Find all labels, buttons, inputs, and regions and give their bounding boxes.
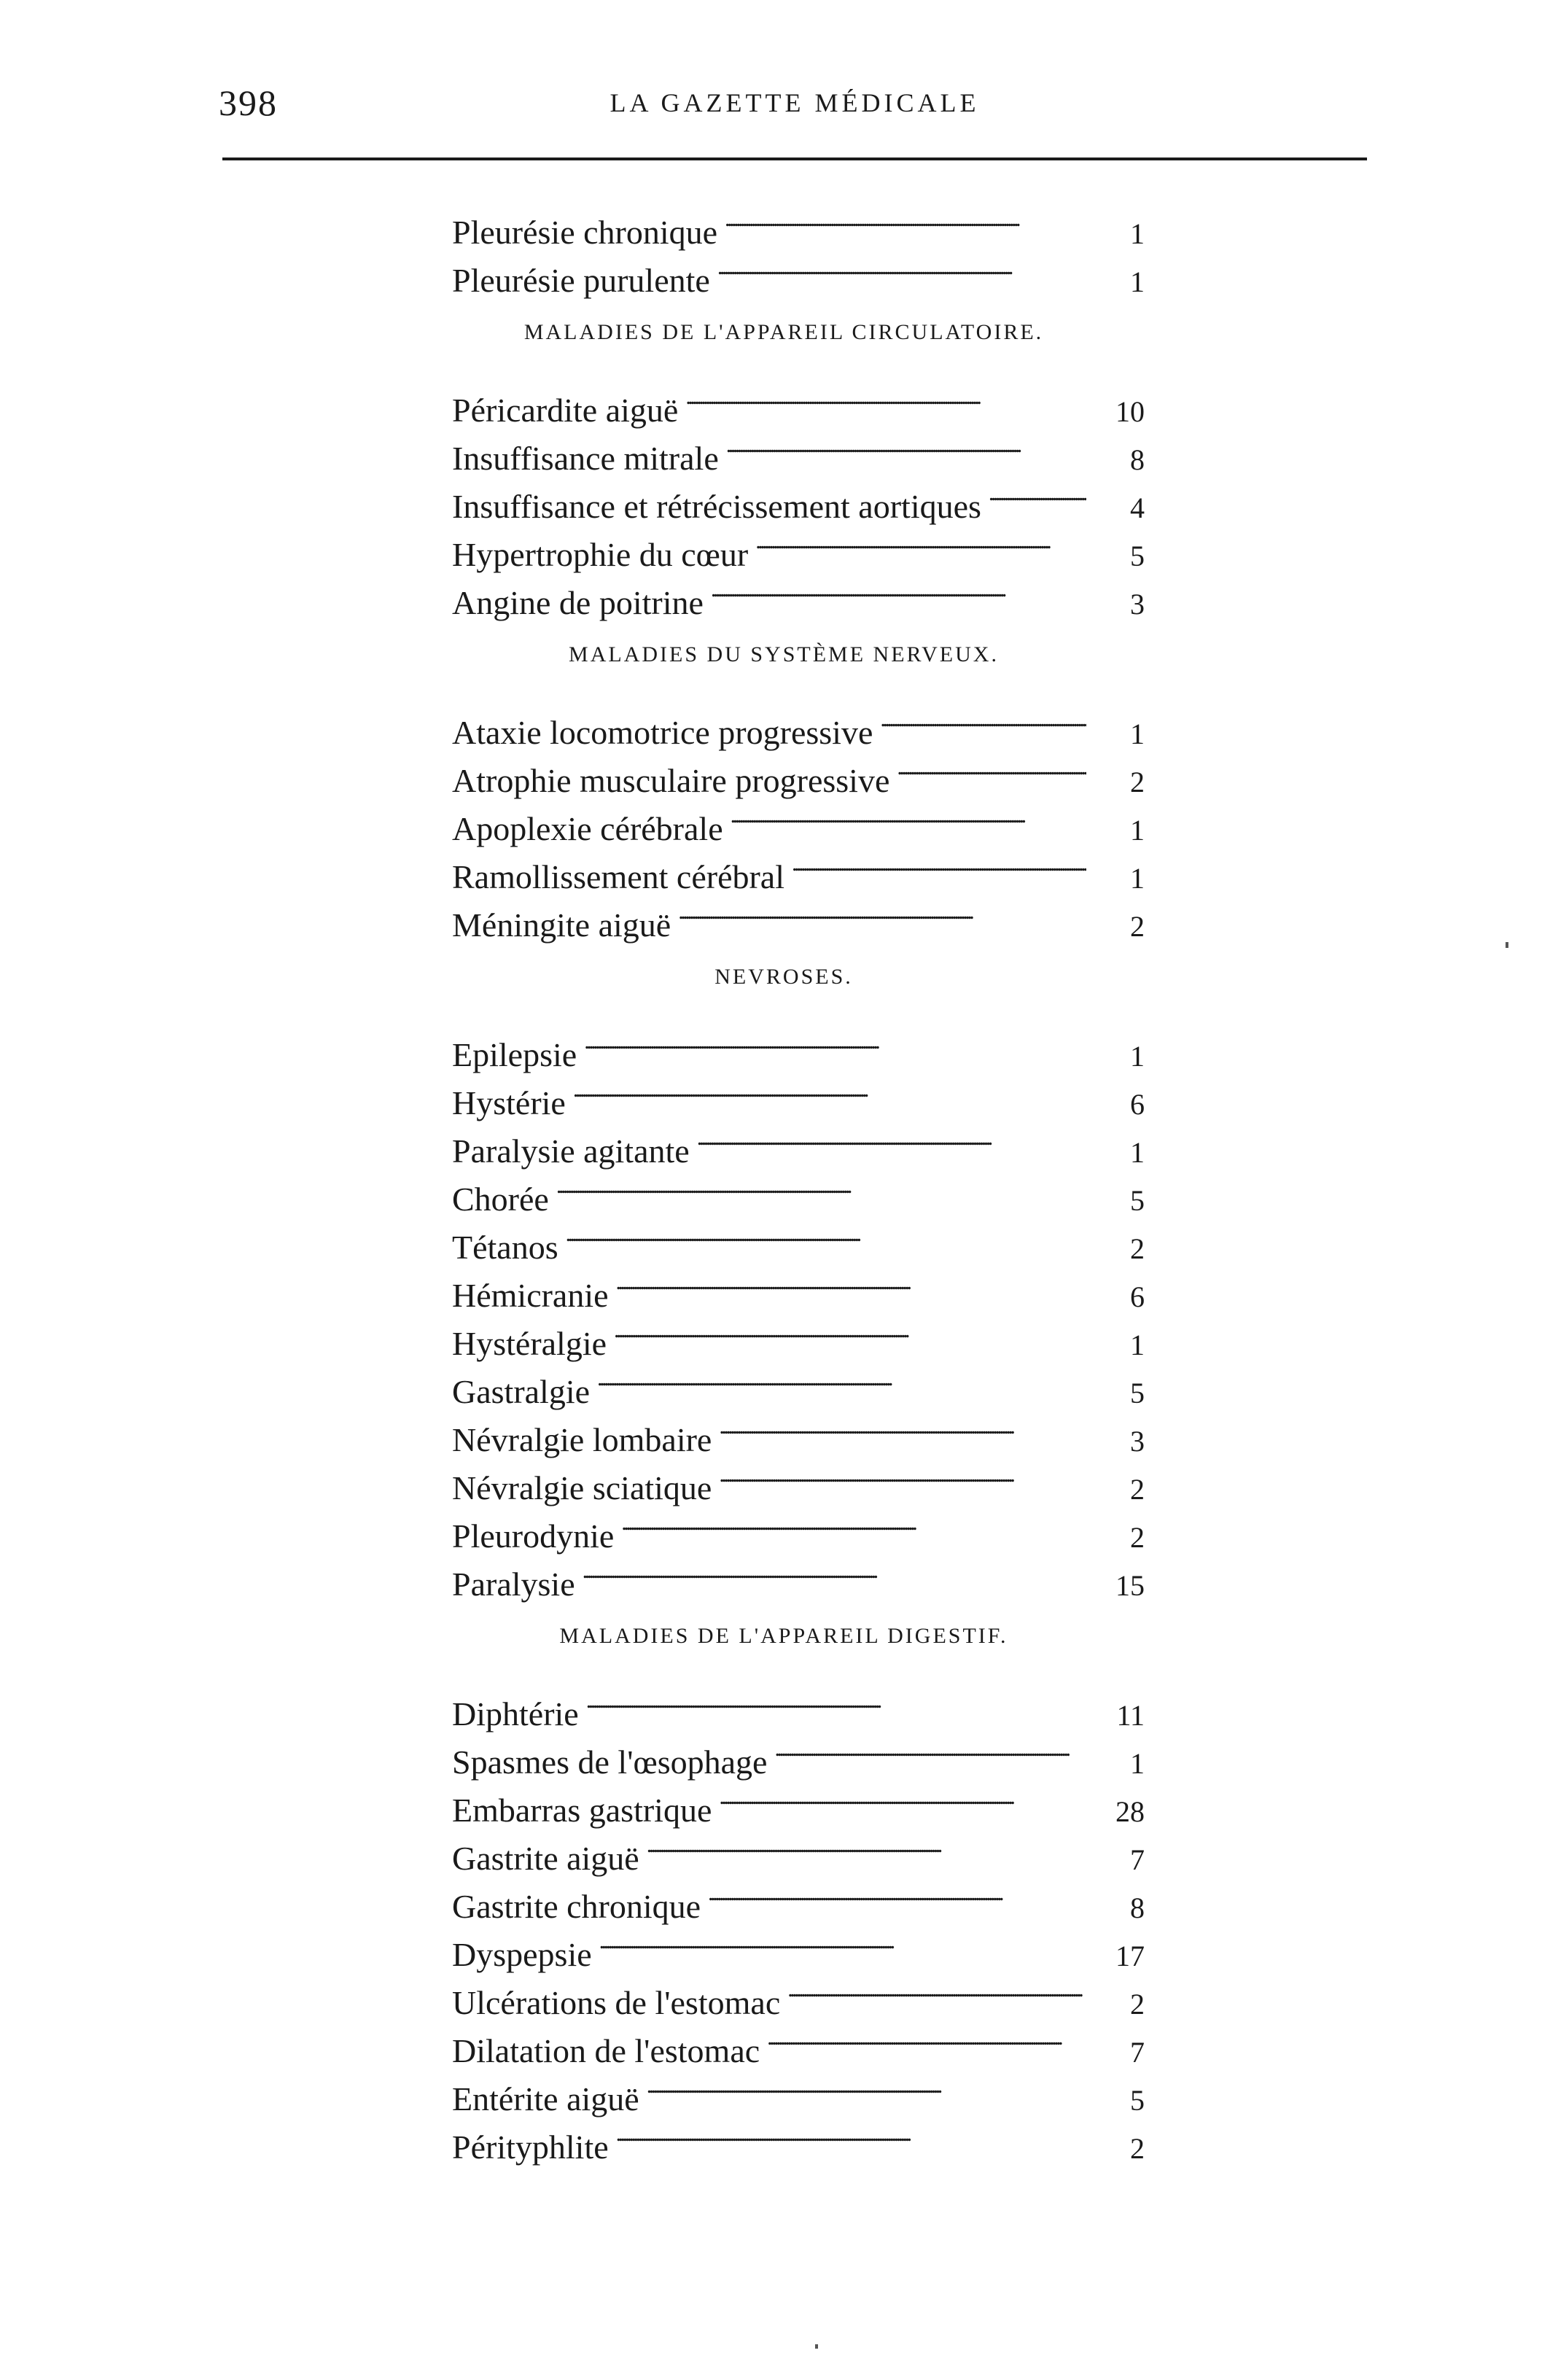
entry-count: 10 [1115,395,1145,428]
dot-leader [597,1355,1086,1403]
entry-count: 6 [1130,1088,1145,1121]
entry-label: Spasmes de l'œsophage [452,1743,768,1781]
entry-label: Méningite aiguë [452,906,671,944]
entry-count: 5 [1130,1184,1145,1217]
entry-count: 2 [1130,2132,1145,2165]
entry-label: Névralgie lombaire [452,1421,712,1458]
entry-count: 2 [1130,1988,1145,2021]
entry-count: 1 [1130,814,1145,847]
dot-leader [725,195,1086,244]
section-digestive [452,1595,1145,2166]
entry-label: Paralysie [452,1566,575,1603]
dot-leader [719,1403,1086,1451]
entry-label: Pleurésie chronique [452,214,718,251]
entry-count: 1 [1130,1329,1145,1361]
entry-count: 5 [1130,2084,1145,2117]
entry-label: Paralysie agitante [452,1132,690,1170]
dot-leader [880,696,1086,744]
entry-count: 1 [1130,1040,1145,1073]
entry-count: 8 [1130,1891,1145,1924]
entry-count: 6 [1130,1280,1145,1313]
dot-leader [989,470,1086,518]
entry-count: 2 [1130,1473,1145,1506]
dot-leader [583,1547,1086,1595]
entry-count: 3 [1130,588,1145,621]
dot-leader [897,744,1086,792]
entry-label: Apoplexie cérébrale [452,810,723,847]
dot-leader [708,1870,1086,1918]
entry-label: Gastralgie [452,1373,591,1410]
entry-label: Gastrite aiguë [452,1840,639,1877]
dot-leader [573,1066,1086,1114]
dot-leader [685,373,1086,421]
dot-leader [584,1018,1086,1066]
list-item [452,696,1145,751]
dot-leader [767,2014,1086,2062]
entry-label: Hystérie [452,1084,566,1121]
entry-count: 3 [1130,1425,1145,1458]
dot-leader [616,2110,1086,2158]
list-item [452,1162,1145,1218]
running-head [219,82,1371,140]
dot-leader [621,1499,1086,1547]
section-continuation [452,195,1145,299]
dot-leader [717,244,1086,292]
entry-count: 1 [1130,1747,1145,1780]
entry-label: Hémicranie [452,1277,609,1314]
journal-title: LA GAZETTE MÉDICALE [610,88,980,117]
dot-leader [774,1725,1086,1773]
list-item [452,373,1145,429]
section-nervous-system [452,614,1145,944]
entry-count: 2 [1130,910,1145,943]
entry-count: 15 [1115,1569,1145,1602]
header-rule [222,158,1367,160]
entry-label: Entérite aiguë [452,2080,639,2118]
entry-count: 17 [1115,1940,1145,1972]
entry-count: 2 [1130,1232,1145,1265]
dot-leader [792,840,1086,888]
entry-count: 8 [1130,443,1145,476]
dot-leader [599,1918,1086,1966]
dot-leader [787,1966,1086,2014]
entry-label: Hypertrophie du cœur [452,536,749,573]
entry-label: Hystéralgie [452,1325,607,1362]
dot-leader [647,1821,1086,1870]
entry-label: Angine de poitrine [452,584,704,621]
dot-leader [556,1162,1086,1210]
dot-leader [719,1773,1086,1821]
dot-leader [616,1259,1086,1307]
entry-count: 28 [1115,1795,1145,1828]
entry-count: 7 [1130,1843,1145,1876]
entry-count: 1 [1130,265,1145,298]
entry-label: Dyspepsie [452,1936,592,1973]
dot-leader [647,2062,1086,2110]
entry-label: Névralgie sciatique [452,1469,712,1506]
entry-count: 4 [1130,491,1145,524]
entry-label: Chorée [452,1181,549,1218]
section-circulatory [452,292,1145,621]
entry-label: Ataxie locomotrice progressive [452,714,873,751]
entry-label: Gastrite chronique [452,1888,701,1925]
entry-label: Insuffisance mitrale [452,440,719,477]
entry-count: 5 [1130,1377,1145,1409]
dot-leader [755,518,1086,566]
dot-leader [586,1677,1086,1725]
section-heading: MALADIES DE L'APPAREIL CIRCULATOIRE. [523,320,1044,344]
entry-label: Ramollissement cérébral [452,858,785,895]
entry-label: Péricardite aiguë [452,392,679,429]
entry-count: 1 [1130,217,1145,250]
dot-leader [719,1451,1086,1499]
entry-label: Dilatation de l'estomac [452,2032,760,2069]
entry-label: Ulcérations de l'estomac [452,1984,781,2021]
entry-label: Diphtérie [452,1695,579,1732]
list-item [452,195,1145,251]
entry-count: 5 [1130,540,1145,572]
scan-speck [1506,942,1508,948]
section-heading: NEVROSES. [714,965,853,989]
section-heading: MALADIES DU SYSTÈME NERVEUX. [569,642,999,666]
entry-label: Atrophie musculaire progressive [452,762,890,799]
entry-count: 11 [1116,1699,1145,1732]
list-item [452,1018,1145,1073]
section-heading: MALADIES DE L'APPAREIL DIGESTIF. [559,1624,1008,1648]
section-neuroses [452,936,1145,1603]
entry-label: Pleurodynie [452,1517,615,1555]
dot-leader [731,792,1086,840]
dot-leader [614,1307,1086,1355]
entry-label: Pleurésie purulente [452,262,710,299]
entry-count: 2 [1130,766,1145,798]
dot-leader [697,1114,1086,1162]
entry-label: Pérityphlite [452,2128,609,2166]
dot-leader [566,1210,1086,1259]
entry-label: Epilepsie [452,1036,577,1073]
entry-label: Embarras gastrique [452,1792,712,1829]
dot-leader [678,888,1086,936]
page-number: 398 [219,82,278,123]
scan-speck [815,2344,818,2349]
entry-count: 7 [1130,2036,1145,2069]
list-item [452,1210,1145,1266]
dot-leader [711,566,1086,614]
entry-count: 1 [1130,862,1145,895]
list-item [452,1677,1145,1732]
dot-leader [726,421,1086,470]
disease-list [452,195,1145,2166]
entry-count: 1 [1130,1136,1145,1169]
entry-count: 2 [1130,1521,1145,1554]
entry-count: 1 [1130,718,1145,750]
entry-label: Tétanos [452,1229,558,1266]
entry-label: Insuffisance et rétrécissement aortiques [452,488,981,525]
